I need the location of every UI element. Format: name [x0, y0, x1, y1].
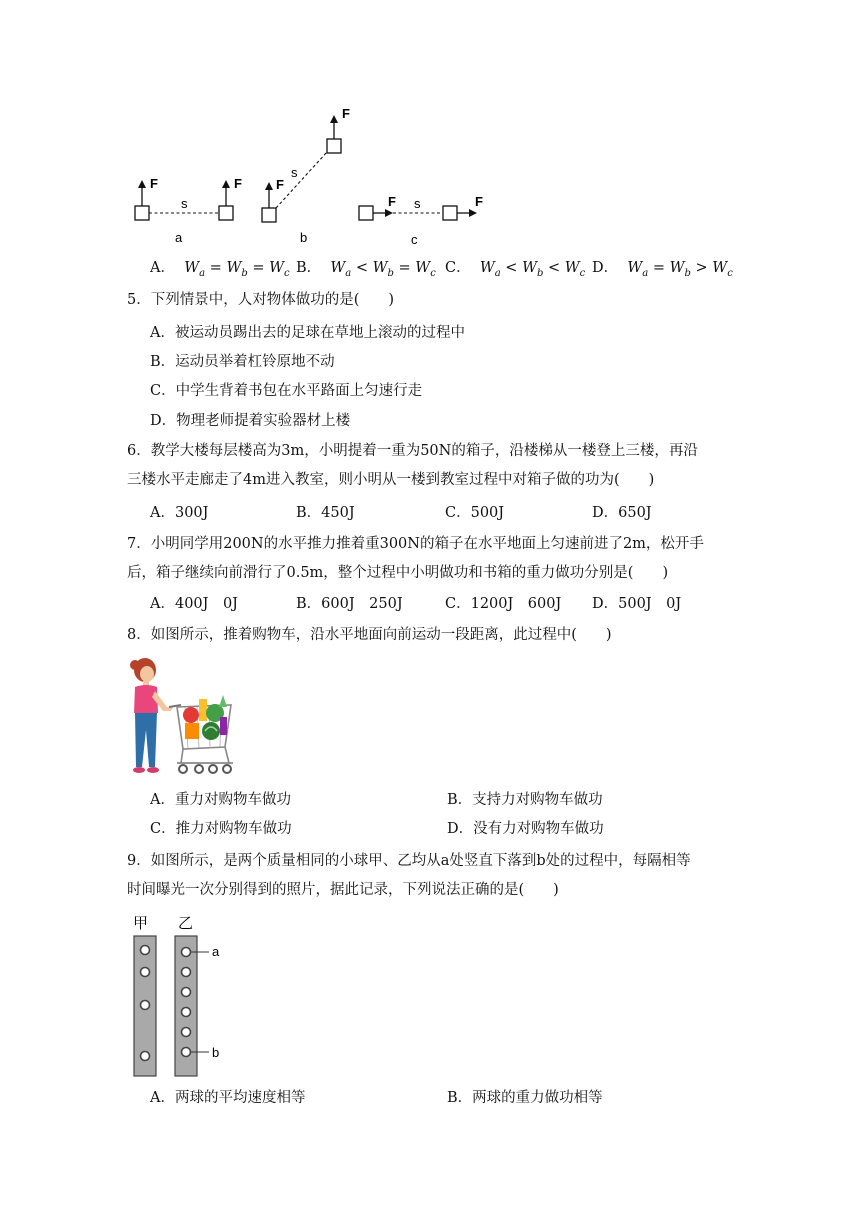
- label-b: b: [212, 1045, 220, 1060]
- q9-stem-line2: 时间曝光一次分别得到的照片，据此记录，下列说法正确的是( ): [127, 882, 559, 898]
- q7-option-d[interactable]: D．500J 0J: [592, 596, 682, 612]
- q6-option-c[interactable]: C．500J: [445, 505, 505, 521]
- q6-stem-line1: 6．教学大楼每层楼高为3m，小明提着一重为50N的箱子，沿楼梯从一楼登上三楼，再沿: [127, 443, 698, 459]
- q6-stem-line2: 三楼水平走廊走了4m进入教室，则小明从一楼到教室过程中对箱子做的功为( ): [127, 472, 655, 488]
- q5-option-a[interactable]: A．被运动员踢出去的足球在草地上滚动的过程中: [150, 325, 465, 341]
- q5-stem: 5．下列情景中，人对物体做功的是( ): [127, 292, 395, 308]
- q7-stem-line1: 7．小明同学用200N的水平推力推着重300N的箱子在水平地面上匀速前进了2m，松开手: [127, 536, 704, 552]
- q4-option-c-expr: $W_a < W_b < W_c$: [475, 260, 586, 279]
- force-label-c2: F: [475, 194, 483, 209]
- shopping-cart-illustration: [125, 655, 240, 780]
- force-label-a1: F: [150, 176, 158, 191]
- q8-stem: 8．如图所示，推着购物车，沿水平地面向前运动一段距离，此过程中( ): [127, 627, 612, 643]
- q7-option-a[interactable]: A．400J 0J: [150, 596, 238, 612]
- force-label-b1: F: [276, 177, 284, 192]
- q8-option-c[interactable]: C．推力对购物车做功: [150, 821, 292, 837]
- q6-option-d[interactable]: D．650J: [592, 505, 652, 521]
- q4-option-c[interactable]: C． $W_a < W_b < W_c$: [445, 260, 586, 279]
- q5-option-c[interactable]: C．中学生背着书包在水平路面上匀速行走: [150, 383, 423, 399]
- q9-option-a[interactable]: A．两球的平均速度相等: [150, 1090, 306, 1106]
- caption-b: b: [300, 230, 308, 245]
- dist-label-c: s: [414, 196, 421, 211]
- label-yi: 乙: [178, 915, 194, 932]
- q8-option-d[interactable]: D．没有力对购物车做功: [447, 821, 604, 837]
- label-jia: 甲: [133, 915, 149, 932]
- q4-option-d-expr: $W_a = W_b > W_c$: [622, 260, 733, 279]
- q4-option-b-expr: $W_a < W_b = W_c$: [325, 260, 436, 279]
- label-a: a: [212, 944, 220, 959]
- q4-option-b[interactable]: B． $W_a < W_b = W_c$: [296, 260, 436, 279]
- q4-option-d[interactable]: D． $W_a = W_b > W_c$: [592, 260, 733, 279]
- q9-stem-line1: 9．如图所示，是两个质量相同的小球甲、乙均从a处竖直下落到b处的过程中，每隔相等: [127, 853, 691, 869]
- caption-a: a: [175, 230, 183, 245]
- q6-option-a[interactable]: A．300J: [150, 505, 209, 521]
- q8-option-b[interactable]: B．支持力对购物车做功: [447, 792, 603, 808]
- q5-option-b[interactable]: B．运动员举着杠铃原地不动: [150, 354, 335, 370]
- dist-label-a: s: [181, 196, 188, 211]
- q8-option-a[interactable]: A．重力对购物车做功: [150, 792, 291, 808]
- caption-c: c: [411, 232, 418, 247]
- force-label-a2: F: [234, 176, 242, 191]
- work-diagram-figure: [125, 100, 505, 250]
- dist-label-b: s: [291, 165, 298, 180]
- force-label-b2: F: [342, 106, 350, 121]
- q5-option-d[interactable]: D．物理老师提着实验器材上楼: [150, 413, 351, 429]
- diagram-b: [262, 106, 350, 245]
- q4-option-a[interactable]: A． $W_a = W_b = W_c$: [150, 260, 290, 279]
- q7-stem-line2: 后，箱子继续向前滑行了0.5m，整个过程中小明做功和书箱的重力做功分别是( ): [127, 565, 669, 581]
- q4-option-a-expr: $W_a = W_b = W_c$: [179, 260, 290, 279]
- falling-balls-figure: [125, 910, 235, 1080]
- q9-option-b[interactable]: B．两球的重力做功相等: [447, 1090, 603, 1106]
- force-label-c1: F: [388, 194, 396, 209]
- diagram-a: [135, 176, 242, 245]
- q7-option-c[interactable]: C．1200J 600J: [445, 596, 562, 612]
- q6-option-b[interactable]: B．450J: [296, 505, 355, 521]
- diagram-c: [359, 194, 483, 247]
- q7-option-b[interactable]: B．600J 250J: [296, 596, 403, 612]
